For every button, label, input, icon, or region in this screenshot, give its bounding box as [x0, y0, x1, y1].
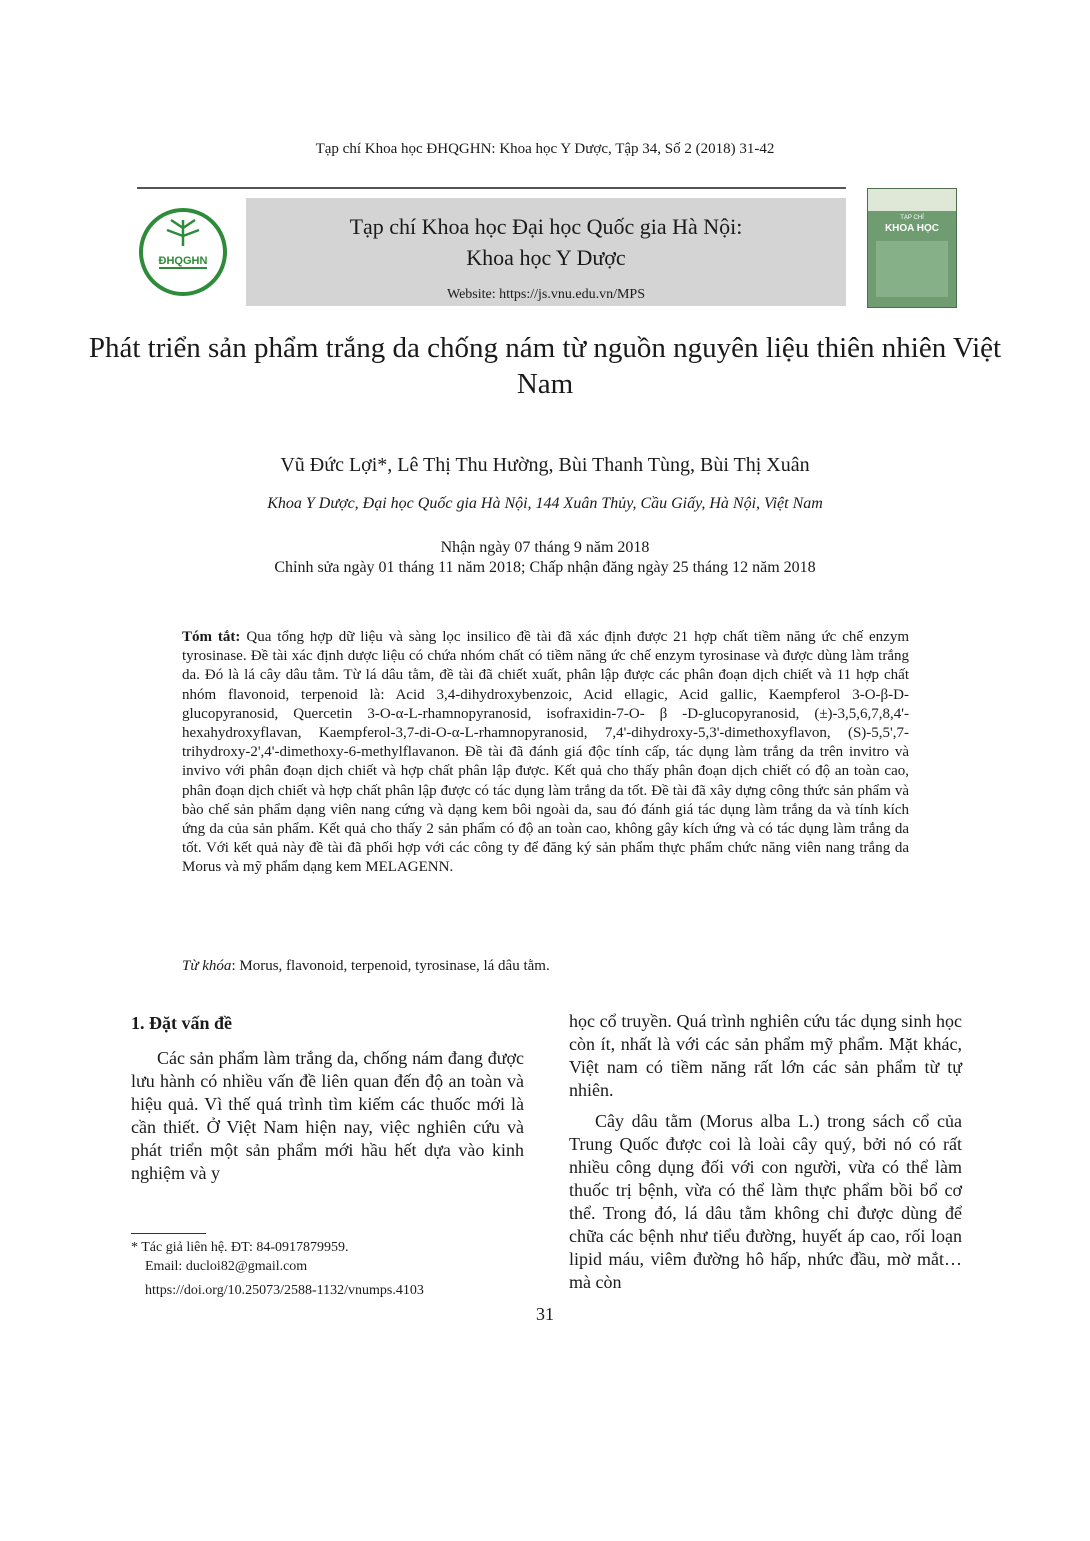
body-column-right: [569, 1010, 962, 1302]
received-date: Nhận ngày 07 tháng 9 năm 2018: [440, 539, 650, 556]
body-paragraph: Cây dâu tằm (Morus alba L.) trong sách cổ của Trung Quốc được coi là loài cây quý, bởi nó có rất nhiều công dụng đối với con người, vừa có thể làm thuốc trị bệnh, vừa có thể làm thực phẩm bồi bổ cơ thể. Trong đó, lá dâu tằm không chỉ được dùng để chữa các bệnh như tiểu đường, huyết áp cao, rối loạn lipid máu, viêm đường hô hấp, nhức đầu, mờ mắt… mà còn: [569, 1111, 962, 1292]
article-dates: [0, 538, 1090, 578]
revised-accepted-date: Chỉnh sửa ngày 01 tháng 11 năm 2018; Chấp nhận đăng ngày 25 tháng 12 năm 2018: [274, 559, 816, 576]
abstract-label: Tóm tắt:: [182, 629, 241, 645]
abstract-text: Qua tổng hợp dữ liệu và sàng lọc insilico đề tài đã xác định được 21 hợp chất tiềm năng ức chế enzym tyrosinase. Đề tài xác định dược liệu có chứa nhóm chất có tiềm năng ức chế enzym tyrosinase và được dùng làm trắng da. Đó là lá cây dâu tằm. Từ lá dâu tằm, đề tài đã chiết xuất, phân lập được các phân đoạn dịch chiết và 11 hợp chất nhóm flavonoid, terpenoid là: Acid 3,4-dihydroxybenzoic, Acid ellagic, Acid gallic, Kaempferol 3-O-β-D-glucopyranosid, Quercetin 3-O-α-L-rhamnopyranosid, isofraxidin-7-O- β -D-glucopyranosid, (±)-3,5,6,7,8,4'-hexahydroxyflavan, Kaempferol-3,7-di-O-α-L-rhamnopyranosid, 7,4'-dihydroxy-5,3'-dimethoxyflavon, (S)-5,5',7-trihydroxy-2',4'-dimethoxy-6-methylflavanon. Đề tài đã đánh giá độc tính cấp, tác dụng làm trắng da trên invitro và invivo với phân đoạn dịch chiết và hợp chất phân lập được. Kết quả cho thấy phân đoạn dịch chiết có độ an toàn cao, phân đoạn dịch chiết và hợp chất phân lập được có tác dụng làm trắng da tốt. Đề tài đã xây dựng công thức sản phẩm và bào chế sản phẩm dạng viên nang cứng và dạng kem bôi ngoài da, sau đó đánh giá tác dụng làm trắng da và tính kích ứng da của sản phẩm. Kết quả cho thấy 2 sản phẩm có độ an toàn cao, không gây kích ứng và có tác dụng làm trắng da tốt. Với kết quả này đề tài đã phối hợp với các công ty để đăng ký sản phẩm thực phẩm chức năng viên nang trắng da Morus và mỹ phẩm dạng kem MELAGENN.: [182, 629, 909, 876]
keywords: [182, 958, 909, 975]
banner-title-line2: Khoa học Y Dược: [466, 245, 626, 270]
body-column-left: [131, 1012, 524, 1193]
logo-text: ĐHQGHN: [158, 255, 208, 267]
article-title: Phát triển sản phẩm trắng da chống nám từ nguồn nguyên liệu thiên nhiên Việt Nam: [88, 332, 1002, 400]
section-heading: 1. Đặt vấn đề: [131, 1013, 233, 1033]
journal-citation: Tạp chí Khoa học ĐHQGHN: Khoa học Y Dược, Tập 34, Số 2 (2018) 31-42: [315, 141, 775, 157]
article-authors: Vũ Đức Lợi*, Lê Thị Thu Hường, Bùi Thanh Tùng, Bùi Thị Xuân: [280, 454, 810, 476]
cover-label-small: TẠP CHÍ: [900, 215, 924, 221]
cover-label-large: KHOA HỌC: [884, 223, 940, 234]
page-number: 31: [536, 1304, 554, 1324]
footnote-contact: * Tác giả liên hệ. ĐT: 84-0917879959.: [131, 1240, 349, 1255]
footnote-email[interactable]: Email: ducloi82@gmail.com: [145, 1259, 308, 1274]
article-affiliation: Khoa Y Dược, Đại học Quốc gia Hà Nội, 144 Xuân Thủy, Cầu Giấy, Hà Nội, Việt Nam: [267, 495, 823, 512]
body-paragraph: Các sản phẩm làm trắng da, chống nám đang được lưu hành có nhiều vấn đề liên quan đến độ an toàn và hiệu quả. Vì thế quá trình tìm kiếm các thuốc mới là cần thiết. Ở Việt Nam hiện nay, việc nghiên cứu và phát triển một sản phẩm mới hầu hết dựa vào kinh nghiệm và y: [131, 1048, 524, 1183]
footnote-doi[interactable]: https://doi.org/10.25073/2588-1132/vnumps.4103: [145, 1283, 424, 1298]
banner-title-line1: Tạp chí Khoa học Đại học Quốc gia Hà Nội:: [349, 214, 743, 239]
keywords-label: Từ khóa: [182, 958, 232, 974]
abstract: [182, 628, 909, 878]
banner-website[interactable]: Website: https://js.vnu.edu.vn/MPS: [447, 287, 645, 302]
keywords-text: : Morus, flavonoid, terpenoid, tyrosinase, lá dâu tằm.: [231, 958, 550, 974]
footnote-rule: [131, 1233, 206, 1234]
vnu-logo: [137, 206, 229, 298]
body-paragraph: học cổ truyền. Quá trình nghiên cứu tác dụng sinh học còn ít, nhất là với các sản phẩm mỹ phẩm. Mặt khác, Việt nam có tiềm năng rất lớn các sản phẩm từ tự nhiên.: [569, 1011, 962, 1100]
banner-rule: [137, 187, 846, 189]
journal-cover-thumbnail: [867, 188, 957, 308]
